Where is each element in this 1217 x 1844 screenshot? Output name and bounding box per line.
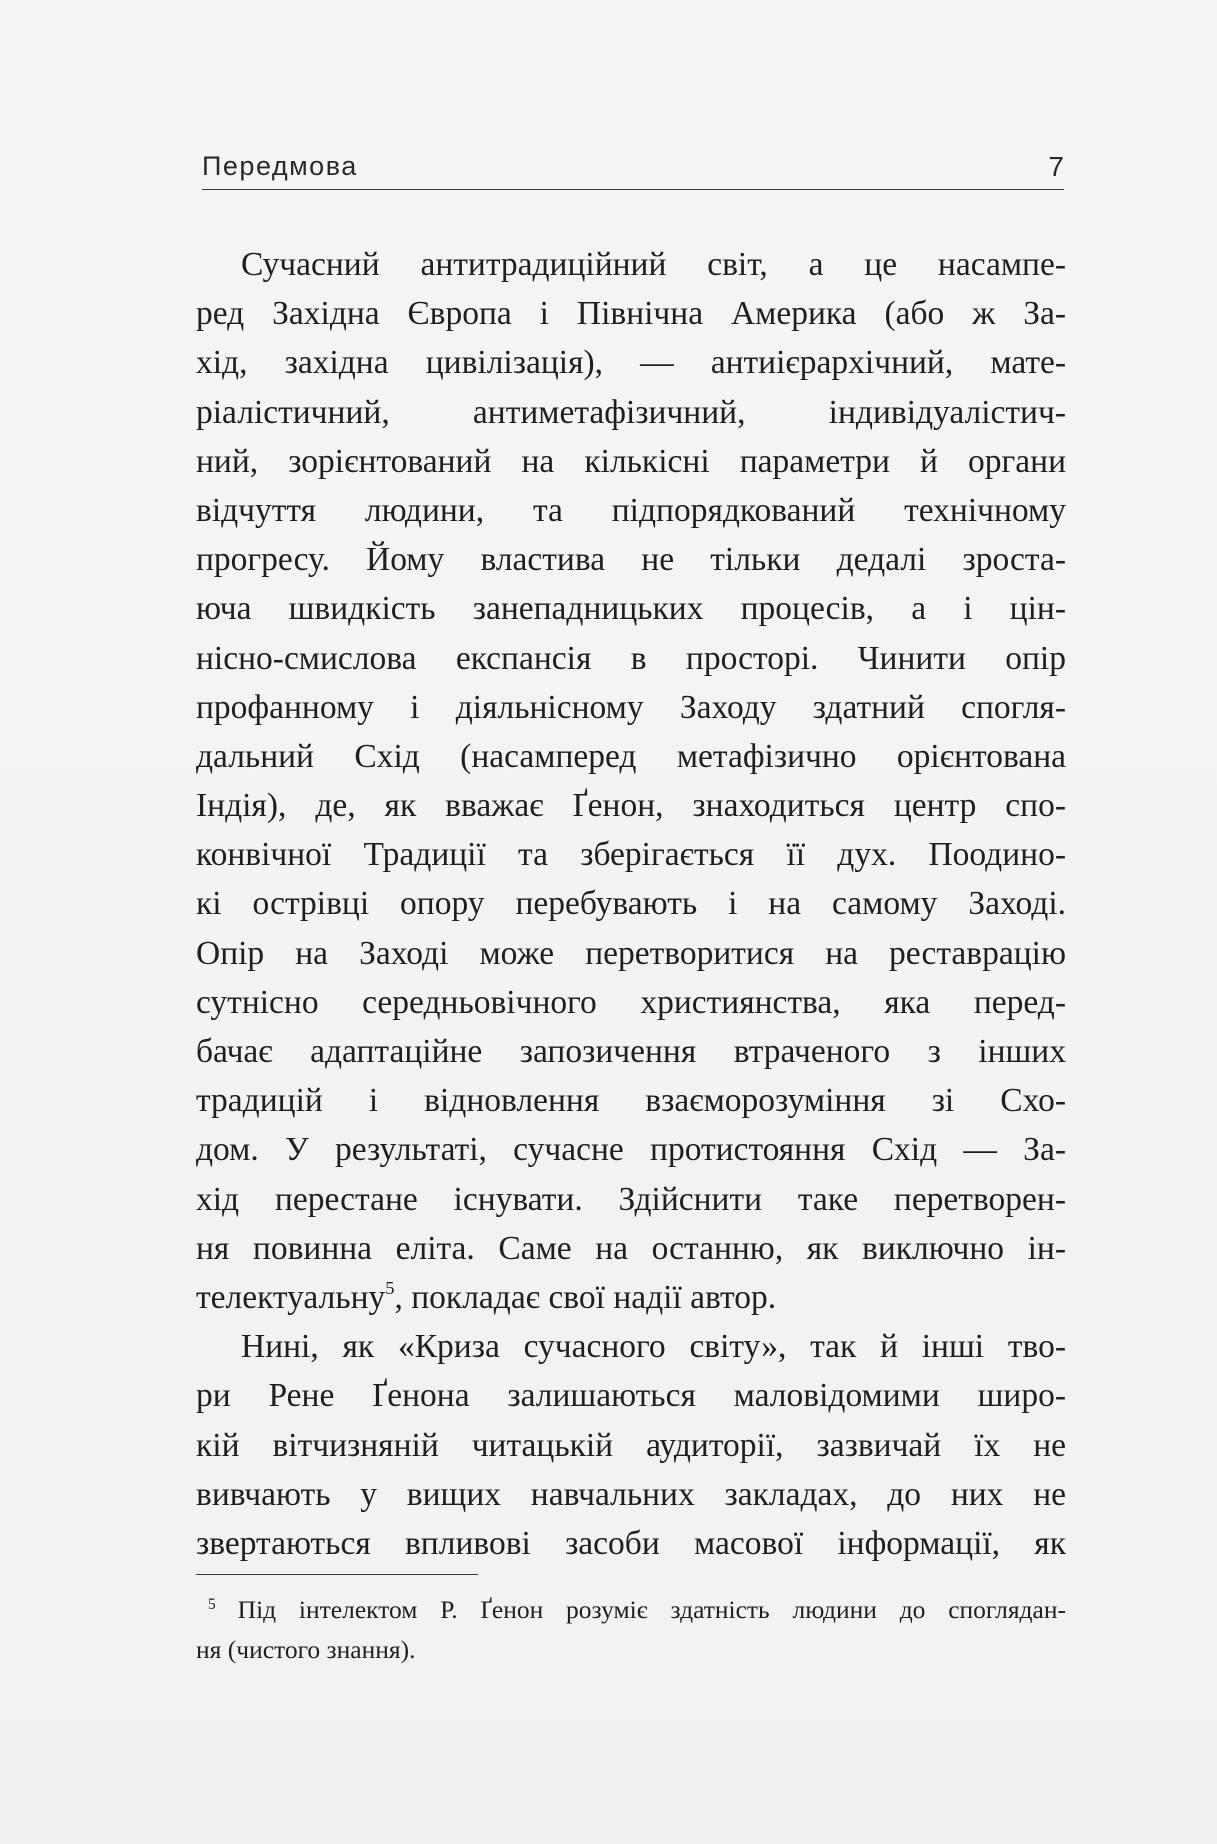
footnote-text: Під інтелектом Р. Ґенон розуміє здатність людини до споглядан- [237,1595,1066,1624]
text-line: ня повинна еліта. Саме на останню, як виключно ін- [196,1229,1066,1267]
text-line: відчуття людини, та підпорядкований технічному [196,491,1066,529]
text-line: ний, зорієнтований на кількісні параметри й органи [196,442,1066,480]
text-fragment: телектуальну [196,1278,386,1316]
text-line: хід, західна цивілізація), — антиієрархічний, мате- [196,344,1066,382]
text-line: вивчають у вищих навчальних закладах, до них не [196,1475,1066,1513]
text-line: бачає адаптаційне запозичення втраченого з інших [196,1033,1066,1070]
text-line: дальний Схід (насамперед метафізично орієнтована [196,737,1066,775]
text-line: ри Рене Ґенона залишаються маловідомими широ- [196,1377,1066,1415]
main-text [196,240,1066,1568]
paragraph-2 [196,1322,1066,1568]
text-line-last [196,1273,1066,1322]
text-line: кій вітчизняній читацькій аудиторії, зазвичай їх не [196,1426,1066,1464]
text-line: традицій і відновлення взаєморозуміння зі Схо- [196,1082,1066,1120]
footnote-line: 5 Під інтелектом Р. Ґенон розуміє здатність людини до споглядан- [208,1595,1066,1624]
text-line: Нині, як «Криза сучасного світу», так й інші тво- [241,1328,1066,1366]
footnote-reference[interactable]: 5 [385,1278,395,1299]
footnotes [196,1590,1066,1670]
text-line: кі острівці опору перебувають і на самому Заході. [196,885,1066,923]
text-line: нісно-смислова експансія в просторі. Чинити опір [196,639,1066,677]
text-line: сутнісно середньовічного християнства, яка перед- [196,983,1066,1021]
footnote-line: ня (чистого знання). [196,1635,416,1664]
text-line: юча швидкість занепадницьких процесів, а і цін- [196,590,1066,628]
running-header [202,151,1064,190]
paragraph-1 [196,240,1066,1322]
text-line: Опір на Заході може перетворитися на реставрацію [196,934,1066,972]
text-line: ред Західна Європа і Північна Америка (або ж За- [196,295,1066,333]
text-line: ріалістичний, антиметафізичний, індивідуалістич- [196,393,1066,431]
text-line: хід перестане існувати. Здійснити таке перетворен- [196,1180,1066,1218]
running-header-title: Передмова [202,151,358,181]
text-line: конвічної Традиції та зберігається її дух. Поодино- [196,836,1066,874]
text-line: прогресу. Йому властива не тільки дедалі зроста- [196,541,1066,579]
text-line: профанному і діяльнісному Заходу здатний спогля- [196,688,1066,726]
text-fragment: , покладає свої надії автор. [394,1278,777,1316]
footnote-separator [196,1574,478,1575]
text-line: дом. У результаті, сучасне протистояння Схід — За- [196,1131,1066,1169]
text-line: Сучасний антитрадиційний світ, а це насампе- [241,246,1066,283]
page-number: 7 [1048,151,1064,182]
text-line: звертаються впливові засоби масової інформації, як [196,1524,1066,1562]
text-line: Індія), де, як вважає Ґенон, знаходиться центр спо- [196,787,1066,825]
